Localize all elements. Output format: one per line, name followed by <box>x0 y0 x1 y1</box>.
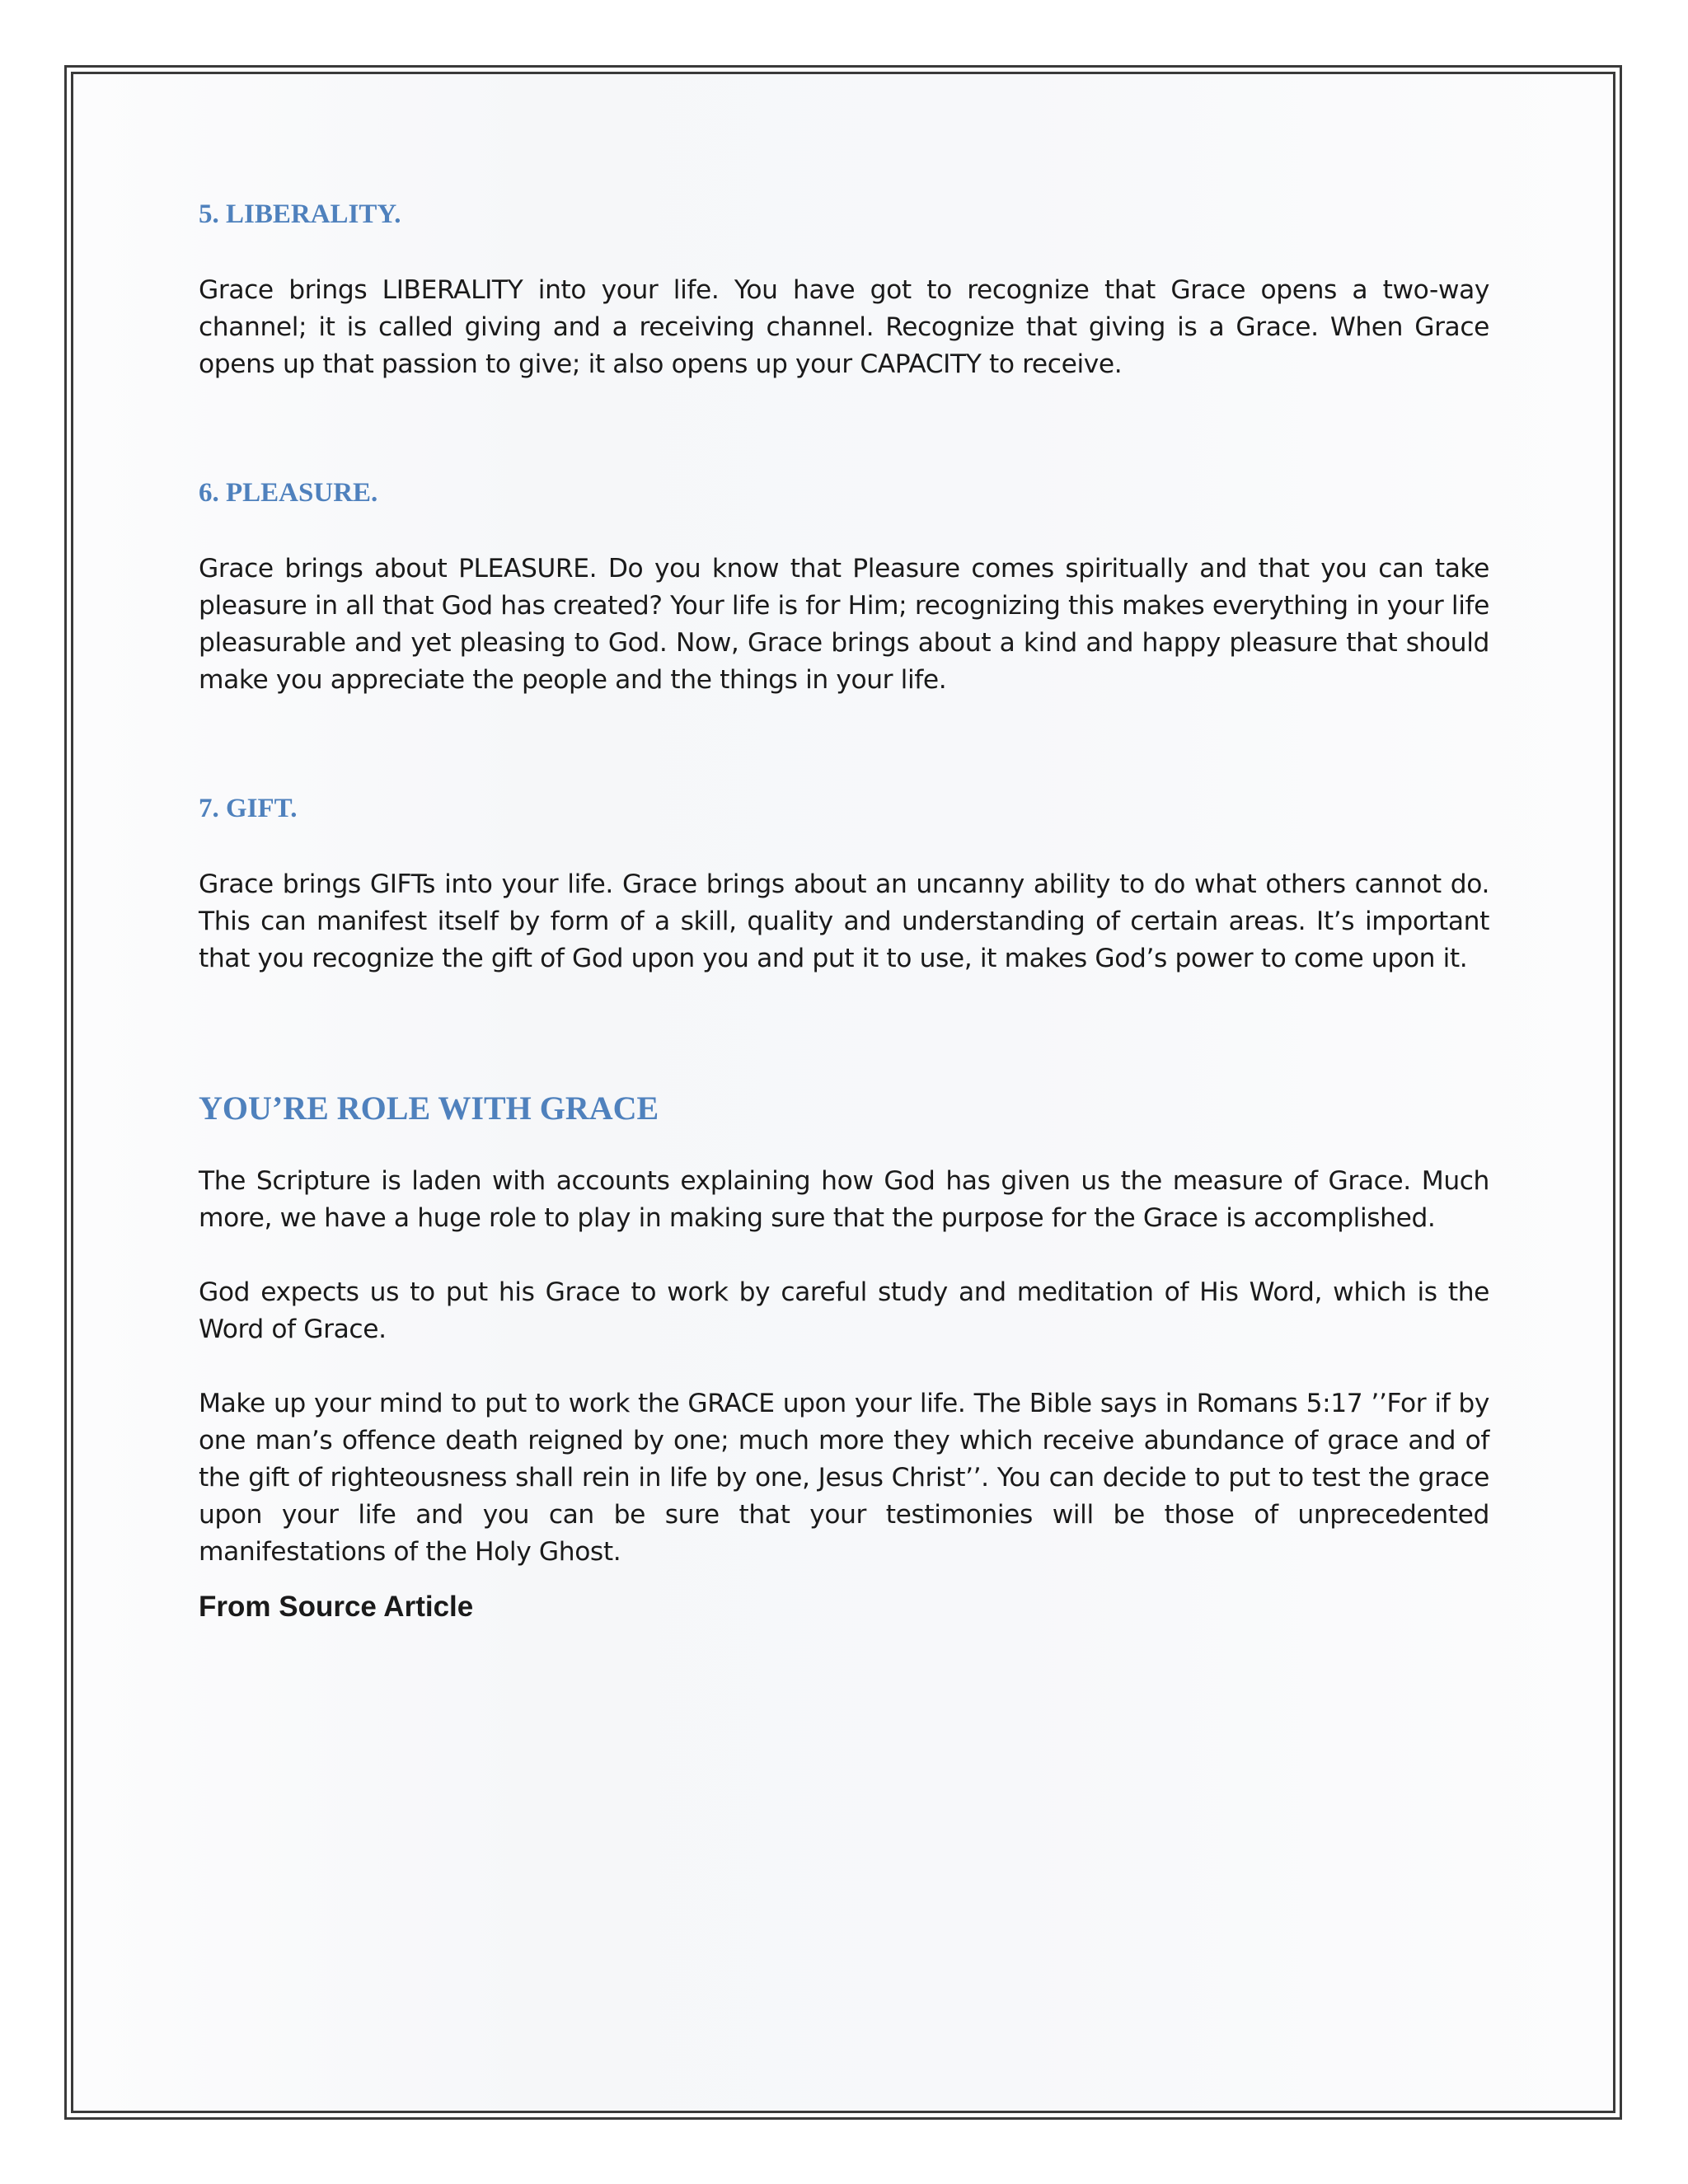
role-heading: YOU’RE ROLE WITH GRACE <box>199 1090 659 1127</box>
section-paragraph-pleasure: Grace brings about PLEASURE. Do you know that Pleasure comes spiritually and that you can take pleasure in all that God has created? Your life is for Him; recognizing this makes everything in your life pleasurable and yet pleasing to God. Now, Grace brings about a kind and happy pleasure that should make you appreciate the people and the things in your life. <box>199 554 1489 695</box>
section-heading-gift: 7. GIFT. <box>199 794 298 823</box>
section-paragraph-gift: Grace brings GIFTs into your life. Grace brings about an uncanny ability to do what others cannot do. This can manifest itself by form of a skill, quality and understanding of certain areas. It’s important that you recognize the gift of God upon you and put it to use, it makes God’s power to come upon it. <box>199 869 1489 973</box>
section-paragraph-liberality: Grace brings LIBERALITY into your life. You have got to recognize that Grace opens a two-way channel; it is called giving and a receiving channel. Recognize that giving is a Grace. When Grace opens up that passion to give; it also opens up your CAPACITY to receive. <box>199 275 1489 379</box>
section-heading-pleasure: 6. PLEASURE. <box>199 478 378 508</box>
role-paragraph-2: God expects us to put his Grace to work by careful study and meditation of His Word, which is the Word of Grace. <box>199 1277 1489 1344</box>
source-label: From Source Article <box>199 1591 474 1623</box>
document-body <box>199 198 1489 1625</box>
role-paragraph-3: Make up your mind to put to work the GRACE upon your life. The Bible says in Romans 5:17 ’’For if by one man’s offence death reigned by one; much more they which receive abundance of grace and of the gift of righteousness shall rein in life by one, Jesus Christ’’. You can decide to put to test the grace upon your life and you can be sure that your testimonies will be those of unprecedented manifestations of the Holy Ghost. <box>199 1389 1489 1567</box>
section-heading-liberality: 5. LIBERALITY. <box>199 199 401 229</box>
role-paragraph-1: The Scripture is laden with accounts explaining how God has given us the measure of Grace. Much more, we have a huge role to play in making sure that the purpose for the Grace is accomplished. <box>199 1166 1489 1233</box>
